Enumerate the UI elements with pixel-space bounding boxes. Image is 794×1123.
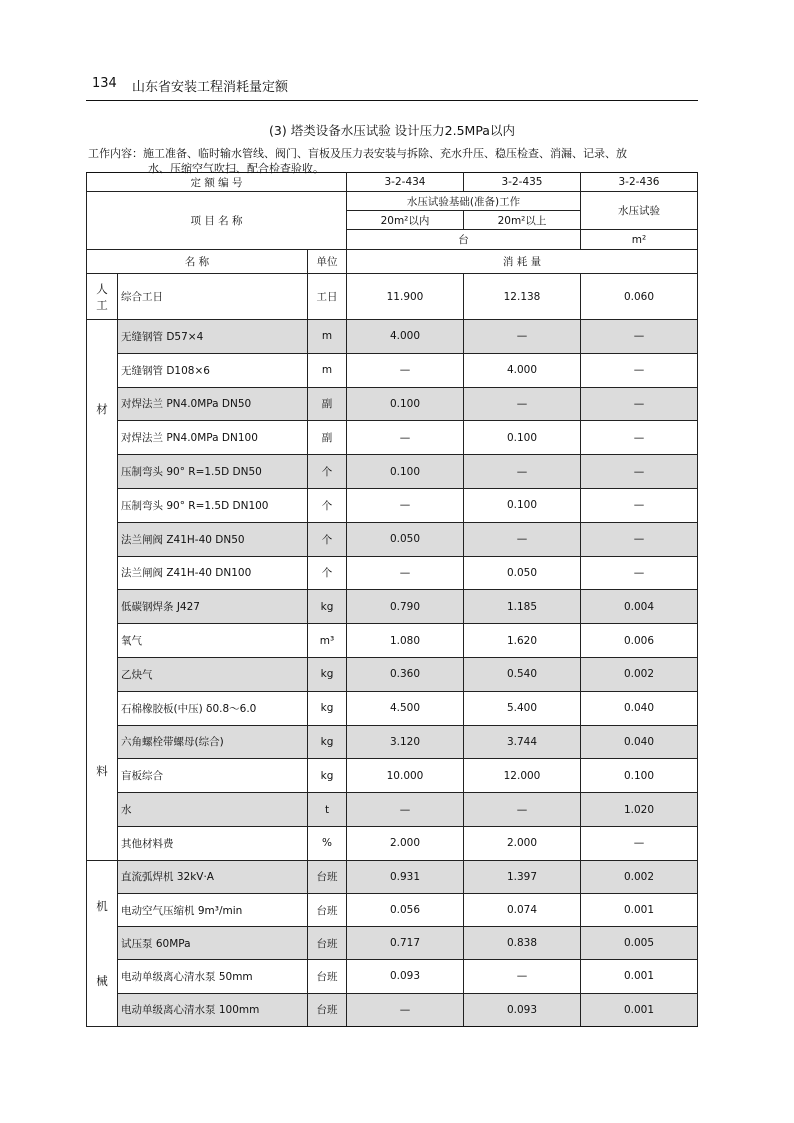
consumption-value-2: — xyxy=(464,793,581,827)
table-row xyxy=(87,759,698,793)
consumption-value-3: 0.060 xyxy=(581,274,698,320)
work-content-line-1: 工作内容：施工准备、临时输水管线、阀门、盲板及压力表安装与拆除、充水升压、稳压检查、消漏、记录、放 xyxy=(88,147,627,160)
resource-unit: kg xyxy=(308,691,347,725)
consumption-value-1: 0.093 xyxy=(347,960,464,993)
consumption-value-1: — xyxy=(347,556,464,590)
consumption-value-2: 4.000 xyxy=(464,353,581,387)
resource-name: 无缝钢管 D108×6 xyxy=(118,353,308,387)
table-row xyxy=(87,860,698,893)
consumption-value-1: 3.120 xyxy=(347,725,464,759)
table-row xyxy=(87,590,698,624)
consumption-value-1: 0.050 xyxy=(347,522,464,556)
table-row xyxy=(87,274,698,320)
table-row xyxy=(87,455,698,489)
consumption-value-2: 12.138 xyxy=(464,274,581,320)
code-1: 3-2-434 xyxy=(347,173,464,192)
consumption-value-1: 2.000 xyxy=(347,826,464,860)
consumption-value-3: 0.002 xyxy=(581,860,698,893)
resource-name: 无缝钢管 D57×4 xyxy=(118,320,308,354)
consumption-value-2: 0.540 xyxy=(464,657,581,691)
consumption-value-3: 1.020 xyxy=(581,793,698,827)
consumption-value-1: 4.500 xyxy=(347,691,464,725)
consumption-value-3: 0.001 xyxy=(581,893,698,926)
resource-name: 电动单级离心清水泵 100mm xyxy=(118,993,308,1026)
resource-name: 综合工日 xyxy=(118,274,308,320)
table-row xyxy=(87,624,698,658)
resource-unit: 台班 xyxy=(308,993,347,1026)
table-row xyxy=(87,826,698,860)
consumption-value-3: — xyxy=(581,353,698,387)
consumption-value-2: — xyxy=(464,387,581,421)
consumption-value-3: — xyxy=(581,488,698,522)
consumption-value-1: — xyxy=(347,793,464,827)
table-row xyxy=(87,657,698,691)
consumption-value-2: — xyxy=(464,960,581,993)
resource-unit: 副 xyxy=(308,421,347,455)
consumption-value-1: 0.717 xyxy=(347,927,464,960)
resource-name: 氧气 xyxy=(118,624,308,658)
resource-name: 电动单级离心清水泵 50mm xyxy=(118,960,308,993)
resource-unit: m xyxy=(308,320,347,354)
materials-category xyxy=(87,320,118,861)
table-row xyxy=(87,522,698,556)
resource-name: 压制弯头 90° R=1.5D DN50 xyxy=(118,455,308,489)
resource-unit: kg xyxy=(308,725,347,759)
consumption-value-3: — xyxy=(581,320,698,354)
unit-base: 台 xyxy=(347,230,581,250)
unit-col-3: m² xyxy=(581,230,698,250)
labor-category-char: 人 xyxy=(96,281,108,296)
resource-unit: kg xyxy=(308,657,347,691)
table-row xyxy=(87,421,698,455)
table-row xyxy=(87,960,698,993)
resource-unit: % xyxy=(308,826,347,860)
resource-unit: 台班 xyxy=(308,893,347,926)
consumption-value-1: 0.056 xyxy=(347,893,464,926)
consumption-value-3: — xyxy=(581,387,698,421)
consumption-value-3: 0.100 xyxy=(581,759,698,793)
header-consumption: 消 耗 量 xyxy=(347,250,698,274)
book-title: 山东省安装工程消耗量定额 xyxy=(132,80,289,95)
materials-category-char: 材 xyxy=(96,401,108,416)
machinery-category-char: 械 xyxy=(96,973,108,988)
resource-unit: 个 xyxy=(308,455,347,489)
consumption-value-2: 3.744 xyxy=(464,725,581,759)
consumption-value-3: — xyxy=(581,826,698,860)
table-row xyxy=(87,556,698,590)
consumption-value-2: 1.185 xyxy=(464,590,581,624)
resource-unit: 个 xyxy=(308,522,347,556)
quota-table xyxy=(86,172,698,1027)
table-row xyxy=(87,793,698,827)
table-row xyxy=(87,488,698,522)
resource-name: 直流弧焊机 32kV·A xyxy=(118,860,308,893)
consumption-value-2: — xyxy=(464,522,581,556)
consumption-value-2: 1.397 xyxy=(464,860,581,893)
resource-unit: 台班 xyxy=(308,860,347,893)
resource-name: 其他材料费 xyxy=(118,826,308,860)
consumption-value-1: 0.931 xyxy=(347,860,464,893)
resource-unit: 工日 xyxy=(308,274,347,320)
header-rule xyxy=(86,100,698,101)
resource-unit: kg xyxy=(308,759,347,793)
consumption-value-2: 0.838 xyxy=(464,927,581,960)
resource-name: 法兰闸阀 Z41H-40 DN50 xyxy=(118,522,308,556)
table-row xyxy=(87,725,698,759)
header-name: 名 称 xyxy=(87,250,308,274)
resource-name: 水 xyxy=(118,793,308,827)
consumption-value-1: — xyxy=(347,421,464,455)
code-label: 定 额 编 号 xyxy=(87,173,347,192)
resource-name: 试压泵 60MPa xyxy=(118,927,308,960)
group-base-title: 水压试验基础(准备)工作 xyxy=(347,192,581,211)
consumption-value-3: — xyxy=(581,522,698,556)
labor-category xyxy=(87,274,118,320)
consumption-value-2: 1.620 xyxy=(464,624,581,658)
resource-unit: 个 xyxy=(308,556,347,590)
consumption-value-2: 0.100 xyxy=(464,421,581,455)
resource-name: 六角螺栓带螺母(综合) xyxy=(118,725,308,759)
consumption-value-3: 0.002 xyxy=(581,657,698,691)
table-row xyxy=(87,320,698,354)
consumption-value-2: 2.000 xyxy=(464,826,581,860)
consumption-value-3: 0.040 xyxy=(581,725,698,759)
consumption-value-2: 0.074 xyxy=(464,893,581,926)
resource-unit: 个 xyxy=(308,488,347,522)
consumption-value-1: 0.360 xyxy=(347,657,464,691)
consumption-value-3: 0.006 xyxy=(581,624,698,658)
consumption-value-2: 0.093 xyxy=(464,993,581,1026)
resource-name: 乙炔气 xyxy=(118,657,308,691)
page-number: 134 xyxy=(92,76,117,91)
machinery-category-char: 机 xyxy=(96,898,108,913)
consumption-value-3: 0.005 xyxy=(581,927,698,960)
consumption-value-1: 4.000 xyxy=(347,320,464,354)
consumption-value-1: 11.900 xyxy=(347,274,464,320)
consumption-value-2: 0.100 xyxy=(464,488,581,522)
consumption-value-3: — xyxy=(581,421,698,455)
consumption-value-3: 0.001 xyxy=(581,993,698,1026)
consumption-value-2: 0.050 xyxy=(464,556,581,590)
header-unit: 单位 xyxy=(308,250,347,274)
consumption-value-3: 0.004 xyxy=(581,590,698,624)
consumption-value-3: 0.001 xyxy=(581,960,698,993)
table-row xyxy=(87,893,698,926)
machinery-category xyxy=(87,860,118,1026)
consumption-value-1: — xyxy=(347,488,464,522)
resource-name: 压制弯头 90° R=1.5D DN100 xyxy=(118,488,308,522)
resource-unit: 台班 xyxy=(308,927,347,960)
table-row xyxy=(87,691,698,725)
table-row xyxy=(87,353,698,387)
table-row xyxy=(87,927,698,960)
resource-name: 电动空气压缩机 9m³/min xyxy=(118,893,308,926)
consumption-value-2: 12.000 xyxy=(464,759,581,793)
resource-unit: m³ xyxy=(308,624,347,658)
section-title: (3) 塔类设备水压试验 设计压力2.5MPa以内 xyxy=(269,123,515,138)
code-2: 3-2-435 xyxy=(464,173,581,192)
resource-unit: 副 xyxy=(308,387,347,421)
resource-name: 法兰闸阀 Z41H-40 DN100 xyxy=(118,556,308,590)
resource-unit: 台班 xyxy=(308,960,347,993)
work-content-line-2: 水、压缩空气吹扫、配合检查验收。 xyxy=(148,162,324,175)
code-3: 3-2-436 xyxy=(581,173,698,192)
table-row xyxy=(87,387,698,421)
resource-name: 对焊法兰 PN4.0MPa DN100 xyxy=(118,421,308,455)
consumption-value-2: 5.400 xyxy=(464,691,581,725)
resource-name: 盲板综合 xyxy=(118,759,308,793)
resource-name: 低碳钢焊条 J427 xyxy=(118,590,308,624)
resource-name: 石棉橡胶板(中压) δ0.8～6.0 xyxy=(118,691,308,725)
materials-category-char: 料 xyxy=(96,764,108,779)
labor-category-char: 工 xyxy=(96,297,108,312)
resource-unit: m xyxy=(308,353,347,387)
consumption-value-1: — xyxy=(347,353,464,387)
consumption-value-3: 0.040 xyxy=(581,691,698,725)
sub-header-1: 20m²以内 xyxy=(347,211,464,230)
consumption-value-2: — xyxy=(464,320,581,354)
resource-unit: t xyxy=(308,793,347,827)
page-header xyxy=(92,76,698,98)
consumption-value-3: — xyxy=(581,556,698,590)
consumption-value-2: — xyxy=(464,455,581,489)
item-label: 项 目 名 称 xyxy=(87,192,347,250)
col-3-title: 水压试验 xyxy=(581,192,698,230)
consumption-value-1: — xyxy=(347,993,464,1026)
resource-unit: kg xyxy=(308,590,347,624)
table-row xyxy=(87,993,698,1026)
resource-name: 对焊法兰 PN4.0MPa DN50 xyxy=(118,387,308,421)
consumption-value-1: 0.100 xyxy=(347,455,464,489)
consumption-value-1: 0.790 xyxy=(347,590,464,624)
consumption-value-1: 1.080 xyxy=(347,624,464,658)
sub-header-2: 20m²以上 xyxy=(464,211,581,230)
consumption-value-3: — xyxy=(581,455,698,489)
consumption-value-1: 10.000 xyxy=(347,759,464,793)
consumption-value-1: 0.100 xyxy=(347,387,464,421)
